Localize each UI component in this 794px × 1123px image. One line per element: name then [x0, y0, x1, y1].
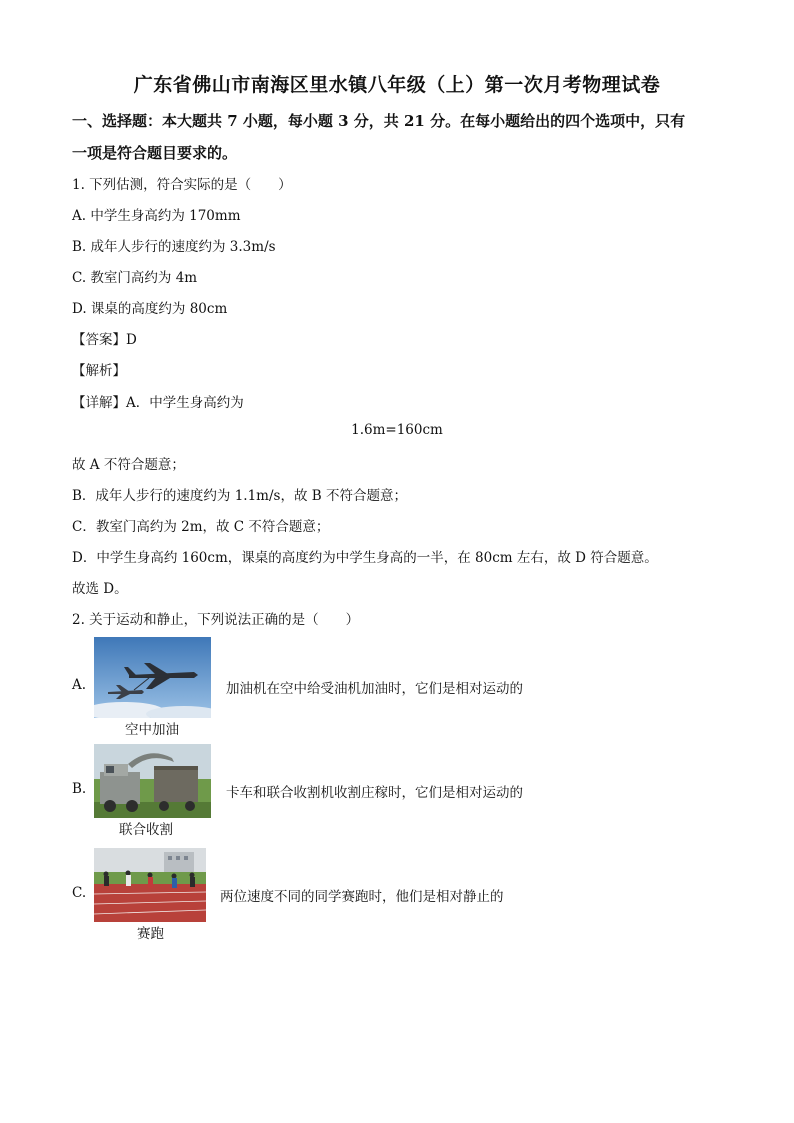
option-b-letter: B.: [72, 781, 87, 797]
option-a-letter: A.: [72, 677, 87, 693]
question-2-stem: 2. 关于运动和静止，下列说法正确的是（ ）: [72, 612, 360, 628]
question-1-answer: 【答案】D: [72, 332, 137, 348]
question-1-stem: 1. 下列估测，符合实际的是（ ）: [72, 177, 292, 193]
question-1-explanation-line: B．成年人步行的速度约为 1.1m/s，故 B 不符合题意；: [72, 488, 407, 504]
option-b-caption: 联合收割: [119, 822, 173, 838]
question-1-explanation-line: D．中学生身高约 160cm，课桌的高度约为中学生身高的一半，在 80cm 左右，故 D 符合题意。: [72, 550, 658, 566]
option-c-caption: 赛跑: [137, 926, 164, 942]
question-1-option-d: D. 课桌的高度约为 80cm: [72, 301, 228, 317]
option-a-caption: 空中加油: [125, 722, 179, 738]
combine-harvester-image: [94, 744, 211, 818]
option-c-text: 两位速度不同的同学赛跑时，他们是相对静止的: [220, 889, 504, 905]
question-1-analysis-label: 【解析】: [72, 363, 126, 379]
option-a-text: 加油机在空中给受油机加油时，它们是相对运动的: [226, 681, 523, 697]
page-title: 广东省佛山市南海区里水镇八年级（上）第一次月考物理试卷: [133, 74, 661, 96]
section-heading-line-2: 一项是符合题目要求的。: [72, 144, 238, 162]
question-1-option-b: B. 成年人步行的速度约为 3.3m/s: [72, 239, 276, 255]
option-c-letter: C.: [72, 885, 87, 901]
aerial-refueling-image: [94, 637, 211, 718]
running-race-image: [94, 848, 206, 922]
question-1-option-a: A. 中学生身高约为 170mm: [72, 208, 241, 224]
question-1-formula: 1.6m=160cm: [351, 422, 443, 438]
section-heading-line-1: 一、选择题：本大题共 7 小题，每小题 3 分，共 21 分。在每小题给出的四个选项中，只有: [72, 112, 686, 130]
question-1-explanation-line: C．教室门高约为 2m，故 C 不符合题意；: [72, 519, 330, 535]
question-1-explanation-line: 故 A 不符合题意；: [72, 457, 185, 473]
question-1-detail: 【详解】A．中学生身高约为: [72, 395, 244, 411]
option-b-text: 卡车和联合收割机收割庄稼时，它们是相对运动的: [226, 785, 523, 801]
question-1-conclusion: 故选 D。: [72, 581, 128, 597]
question-1-option-c: C. 教室门高约为 4m: [72, 270, 198, 286]
